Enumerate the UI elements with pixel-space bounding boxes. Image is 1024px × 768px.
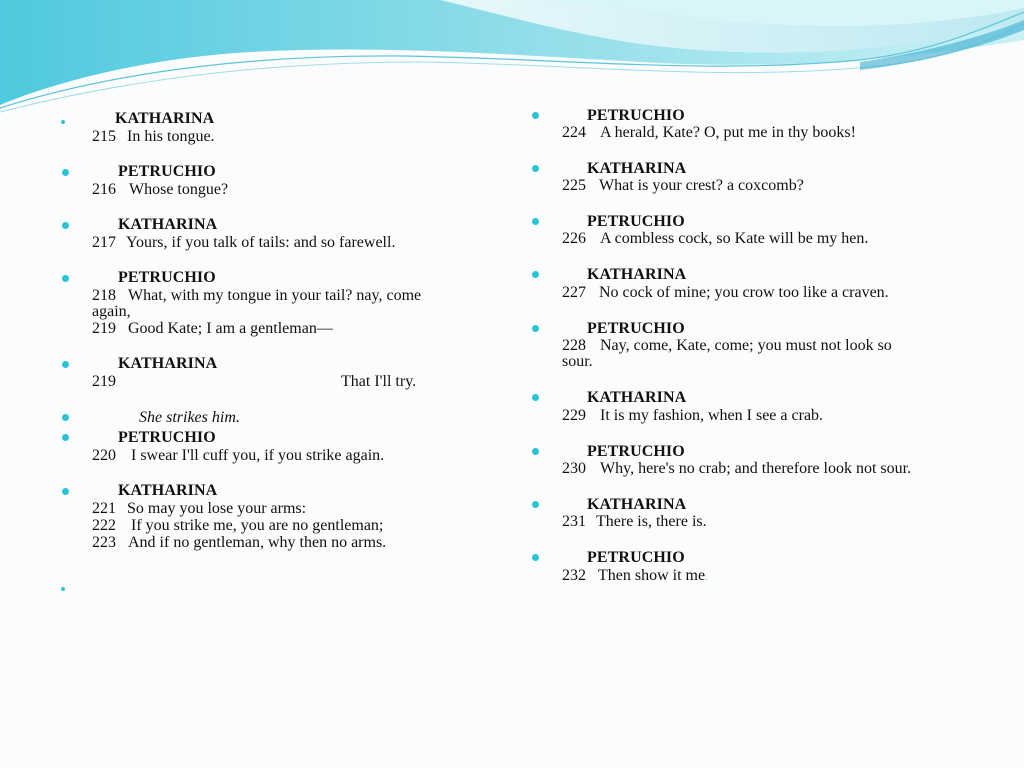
dialogue-line: 224 A herald, Kate? O, put me in thy books! [562,124,856,141]
speaker-name: KATHARINA [587,266,687,283]
bullet-icon [532,501,539,508]
dialogue-line: 225 What is your crest? a coxcomb? [562,177,804,194]
speaker-name: PETRUCHIO [587,443,685,460]
bullet-icon [62,222,69,229]
bullet-icon [61,120,65,124]
dialogue-line: 219 That I'll try. [92,373,417,390]
dialogue-line: 223 And if no gentleman, why then no arms. [92,534,387,551]
bullet-icon [62,361,69,368]
dialogue-line: 218 What, with my tongue in your tail? nay, come [92,287,422,304]
dialogue-line: 217 Yours, if you talk of tails: and so farewell. [92,234,396,251]
speaker-name: PETRUCHIO [587,549,685,566]
speaker-name: KATHARINA [118,216,218,233]
bullet-icon [532,448,539,455]
dialogue-line: 221 So may you lose your arms: [92,500,307,517]
bullet-icon [532,112,539,119]
bullet-icon [532,271,539,278]
dialogue-line: 230 Why, here's no crab; and therefore look not sour. [562,460,912,477]
dialogue-line: 222 If you strike me, you are no gentleman; [92,517,384,534]
speaker-name: PETRUCHIO [118,163,216,180]
speaker-name: KATHARINA [587,496,687,513]
bullet-icon [532,554,539,561]
speaker-name: PETRUCHIO [587,213,685,230]
bullet-icon [62,488,69,495]
bullet-icon [62,275,69,282]
dialogue-line: 220 I swear I'll cuff you, if you strike again. [92,447,385,464]
speaker-name: KATHARINA [587,389,687,406]
bullet-icon [62,414,69,421]
bullet-icon [532,394,539,401]
speaker-name: PETRUCHIO [118,269,216,286]
dialogue-line: 232 Then show it me. [562,567,708,584]
stage-direction: She strikes him. [139,409,240,426]
bullet-icon [532,165,539,172]
dialogue-line: 228 Nay, come, Kate, come; you must not look so [562,337,892,354]
speaker-name: PETRUCHIO [587,107,685,124]
speaker-name: KATHARINA [118,355,218,372]
bullet-icon [532,218,539,225]
dialogue-line: 219 Good Kate; I am a gentleman— [92,320,333,337]
dialogue-line: 215 In his tongue. [92,128,215,145]
dialogue-line: again, [92,303,131,320]
trailing-mark: . [705,572,708,582]
speaker-name: KATHARINA [118,482,218,499]
dialogue-line: 227 No cock of mine; you crow too like a craven. [562,284,889,301]
dialogue-line: 231 There is, there is. [562,513,707,530]
bullet-icon [62,434,69,441]
speaker-name: PETRUCHIO [587,320,685,337]
bullet-icon [61,587,65,591]
dialogue-line: 216 Whose tongue? [92,181,229,198]
dialogue-line: 229 It is my fashion, when I see a crab. [562,407,824,424]
bullet-icon [532,325,539,332]
bullet-icon [62,169,69,176]
dialogue-line: 226 A combless cock, so Kate will be my hen. [562,230,869,247]
dialogue-line: sour. [562,353,593,370]
speaker-name: PETRUCHIO [118,429,216,446]
speaker-name: KATHARINA [587,160,687,177]
speaker-name: KATHARINA [115,110,215,127]
